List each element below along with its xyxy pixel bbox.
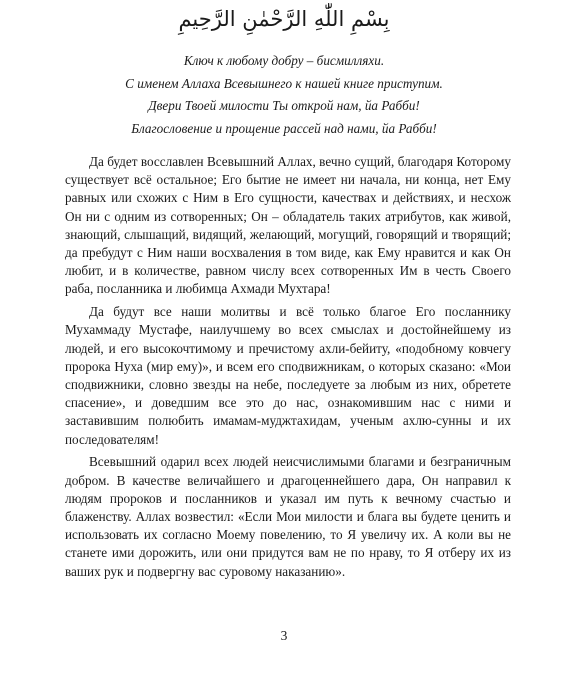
opening-verses — [0, 50, 568, 140]
verse-line: Благословение и прощение рассей над нами, йа Рабби! — [131, 120, 437, 136]
verse-line: Ключ к любому добру – бисмилляхи. — [183, 53, 385, 68]
page-number: 3 — [280, 628, 288, 643]
verse-line: С именем Аллаха Всевышнего к нашей книге приступим. — [125, 75, 443, 91]
basmala-heading: بِسْمِ اللّٰهِ الرَّحْمٰنِ الرَّحِيمِ — [178, 7, 390, 31]
paragraph: Да будет восславлен Всевышний Аллах, вечно сущий, благодаря Которому существует всё остальное; Его бытие не имеет ни начала, ни конца, нет Ему равных или схожих с Ним в Его сущности, качествах и действиях, и несхож Он ни с одним из сотворенных; Он – обладатель таких атрибутов, как живой, знающий, слышащий, видящий, желающий, могущий, говорящий и творящий; да пребудут с Ним наши восхваления в том виде, как Ему нравится и как Он любит, и в количестве, равном числу всех сотворенных Им в честь Своего раба, посланника и любимца Ахмади Мухтара! — [65, 154, 511, 297]
verse-line: Двери Твоей милости Ты открой нам, йа Рабби! — [148, 98, 420, 114]
paragraph: Да будут все наши молитвы и всё только благое Его посланнику Мухаммаду Мустафе, наилучшему во всех смыслах и достойнейшему из людей, и его высокочтимому и пречистому ахли-бейиту, «подобному ковчегу пророка Нуха (мир ему)», и всем его сподвижникам, о которых сказано: «Мои сподвижники, словно звезды на небе, последуете за любым из них, обретете спасение», и доведшим все это до нас, ознакомившим нас с ними и заставившим полюбить имамам-муджтахидам, ученым ахлю-сунны и их последователям! — [65, 304, 511, 447]
paragraph: Всевышний одарил всех людей неисчислимыми благами и безграничным добром. В качестве величайшего и драгоценнейшего дара, Он направил к людям пророков и посланников и указал им путь к вечному счастью и блаженству. Аллах возвестил: «Если Мои милости и блага вы будете ценить и использовать их согласно Моему повелению, то Я увеличу их. А коли вы не станете ими дорожить, или они придутся вам не по нраву, то Я отберу их из ваших рук и подвергну вас суровому наказанию». — [65, 454, 511, 579]
body-text — [65, 153, 511, 585]
